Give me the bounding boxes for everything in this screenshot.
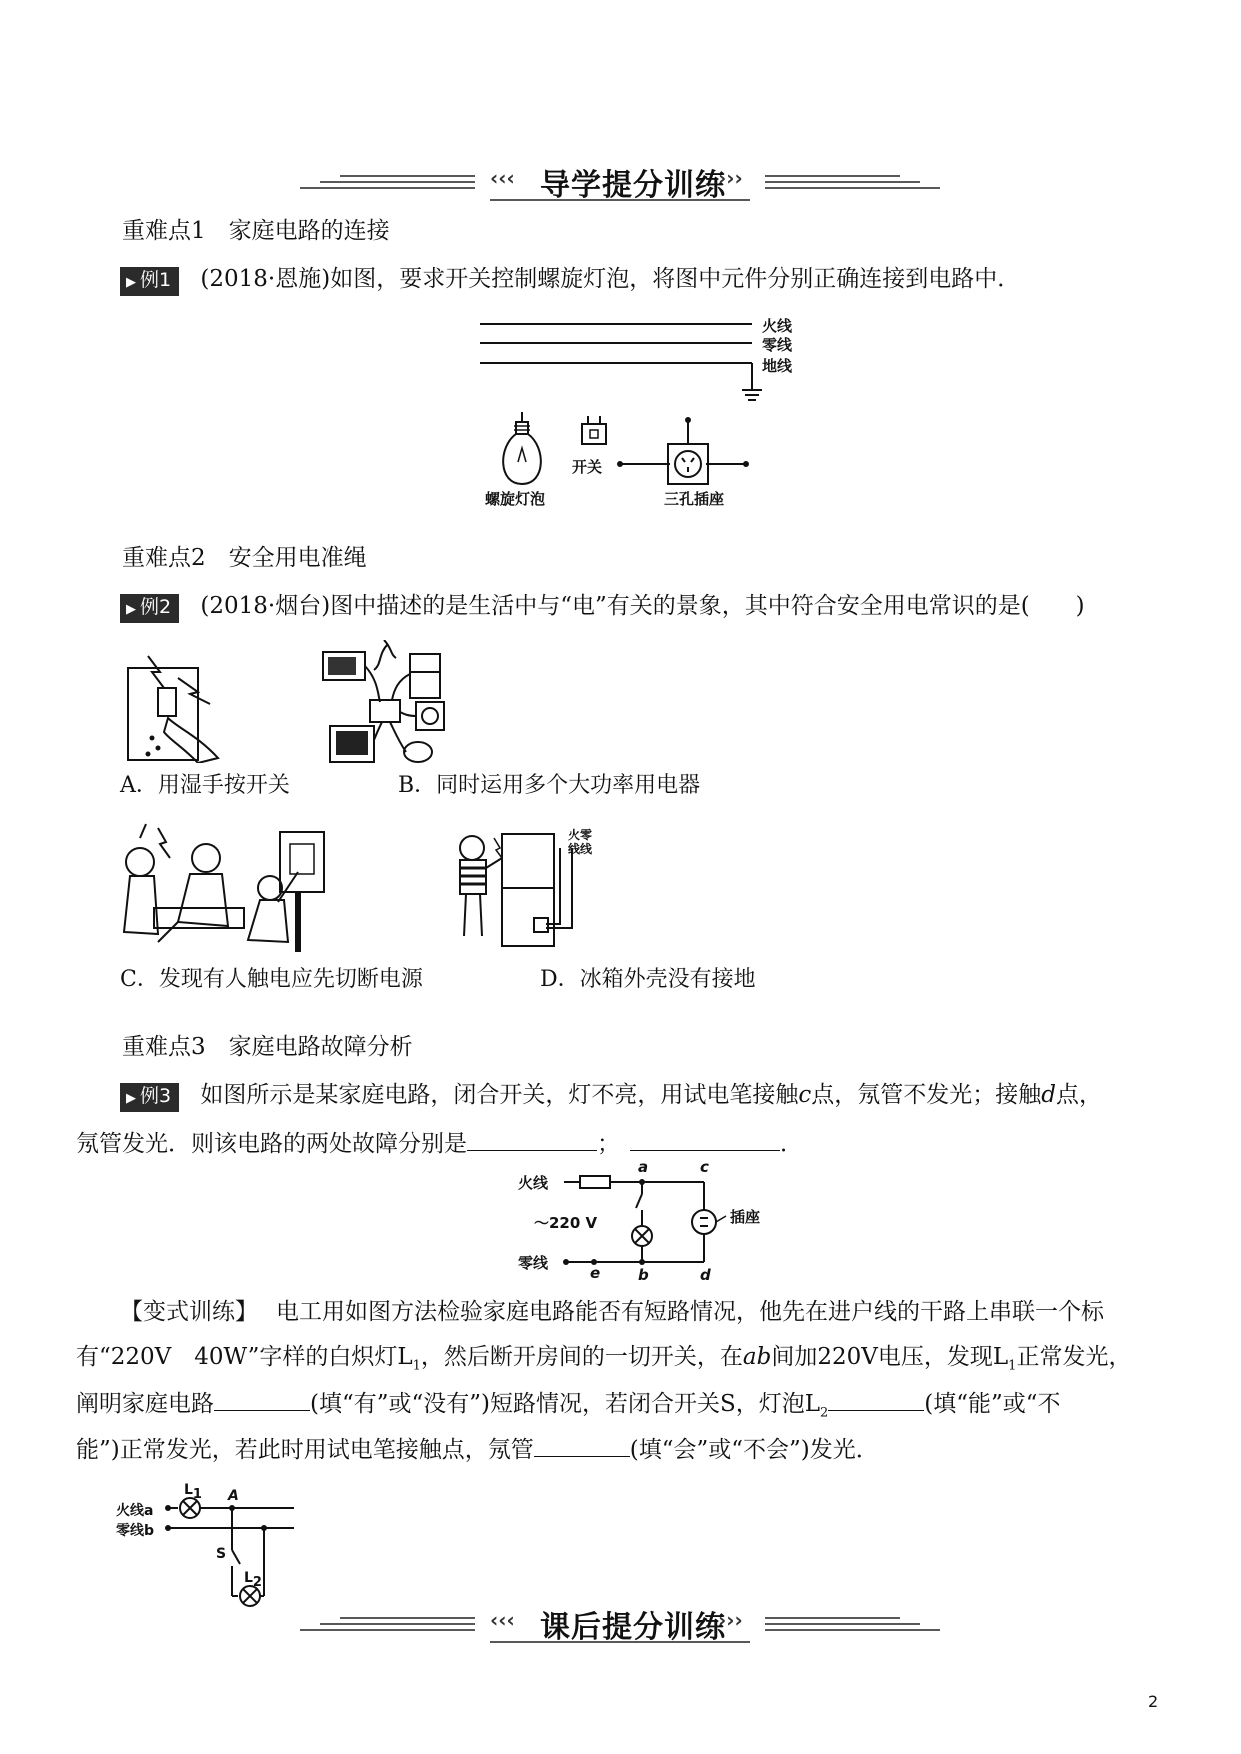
point-c: c (700, 1158, 709, 1176)
page-number: 2 (1148, 1692, 1159, 1711)
example-tag-3: ▶ 例3 (120, 1083, 179, 1112)
illustration-overloaded-outlet (318, 640, 468, 770)
bulb-icon (503, 412, 541, 484)
socket-icon (617, 417, 749, 484)
label-bulb: 螺旋灯泡 (485, 490, 546, 508)
figure-fault-circuit (518, 1158, 778, 1284)
banner-bottom (300, 1600, 940, 1650)
point-a: a (638, 1158, 649, 1176)
banner-top (300, 158, 940, 208)
label-live-wire-a: 火线a (116, 1503, 154, 1519)
variant-line-1: 【变式训练】 电工用如图方法检验家庭电路能否有短路情况，他先在进户线的干路上串联一个标 (120, 1299, 1104, 1325)
label-ground-wire: 地线 (762, 357, 793, 375)
answer-blank-1[interactable] (467, 1128, 597, 1151)
variant-line-3: 阐明家庭电路 (填“有”或“没有”)短路情况，若闭合开关S，灯泡$L_2$ (填“能”或“不 (76, 1388, 1186, 1429)
answer-blank-3[interactable] (214, 1388, 310, 1411)
label-neutral-wire-3: 零线 (518, 1254, 549, 1272)
label-voltage: ～220 V (534, 1214, 598, 1232)
point-d: d (700, 1266, 711, 1284)
answer-blank-5[interactable] (534, 1434, 630, 1457)
example-2 (120, 591, 1180, 623)
label-live-wire: 火线 (762, 317, 793, 335)
label-L2: $L_2$ (244, 1570, 262, 1590)
illustration-rescue-cut-power (118, 822, 348, 954)
label-switch-S: S (216, 1546, 227, 1562)
example-2-text: (2018·烟台)图中描述的是生活中与“电”有关的景象，其中符合安全用电常识的是( ) (200, 593, 1085, 619)
section-heading-3: 重难点3 家庭电路故障分析 (122, 1034, 413, 1060)
answer-blank-4[interactable] (828, 1388, 924, 1411)
point-e: e (590, 1264, 601, 1282)
option-a[interactable]: A．用湿手按开关 (120, 773, 290, 798)
figure-wiring (480, 312, 820, 512)
play-icon: ▶ (126, 275, 136, 290)
banner-bottom-title: 课后提分训练 (540, 1610, 726, 1645)
label-L1: $L_1$ (184, 1482, 202, 1502)
play-icon: ▶ (126, 1091, 136, 1106)
chevron-right-icon: ››› (718, 1608, 743, 1632)
chevron-left-icon: ‹‹‹ (490, 1608, 515, 1632)
play-icon: ▶ (126, 602, 136, 617)
section-heading-2: 重难点2 安全用电准绳 (122, 545, 367, 571)
section-heading-1: 重难点1 家庭电路的连接 (122, 218, 390, 244)
label-socket-3: 插座 (730, 1208, 761, 1226)
example-3-line-2: 氖管发光．则该电路的两处故障分别是 ； ． (76, 1128, 1176, 1159)
example-1 (120, 264, 1180, 296)
switch-icon (582, 416, 606, 444)
variant-title: 【变式训练】 (120, 1299, 258, 1325)
label-neutral-wire: 零线 (762, 336, 793, 354)
variant-line-4: 能”)正常发光，若此时用试电笔接触点，氖管 (填“会”或“不会”)发光． (76, 1434, 1186, 1465)
label-point-A: A (228, 1488, 239, 1504)
option-c[interactable]: C．发现有人触电应先切断电源 (120, 967, 423, 992)
option-d[interactable]: D．冰箱外壳没有接地 (540, 967, 756, 992)
figure-short-circuit-test (116, 1482, 316, 1608)
chevron-left-icon: ‹‹‹ (490, 166, 515, 190)
label-live-neutral: 火零 线线 (568, 828, 593, 856)
example-3-line-1: ▶ 例3 如图所示是某家庭电路，闭合开关，灯不亮，用试电笔接触c点，氖管不发光；接触d点， (120, 1080, 1180, 1112)
point-b: b (638, 1266, 649, 1284)
label-socket: 三孔插座 (664, 490, 725, 508)
label-neutral-wire-b: 零线b (116, 1523, 155, 1539)
banner-top-title: 导学提分训练 (540, 168, 726, 203)
example-tag-2: ▶ 例2 (120, 594, 179, 623)
chevron-right-icon: ››› (718, 166, 743, 190)
illustration-fridge-no-ground (450, 828, 600, 954)
option-b[interactable]: B．同时运用多个大功率用电器 (398, 773, 701, 798)
variant-line-2: 有“220V 40W”字样的白炽灯$L_1$，然后断开房间的一切开关，在ab间加220V电压，发现$L_1$正常发光， (76, 1344, 1132, 1374)
example-1-text: (2018·恩施)如图，要求开关控制螺旋灯泡，将图中元件分别正确连接到电路中． (200, 266, 1021, 292)
example-tag-1: ▶ 例1 (120, 267, 179, 296)
label-live-wire-3: 火线 (518, 1174, 549, 1192)
label-switch: 开关 (572, 458, 603, 476)
illustration-wet-hand-switch (118, 648, 228, 763)
answer-blank-2[interactable] (630, 1128, 780, 1151)
